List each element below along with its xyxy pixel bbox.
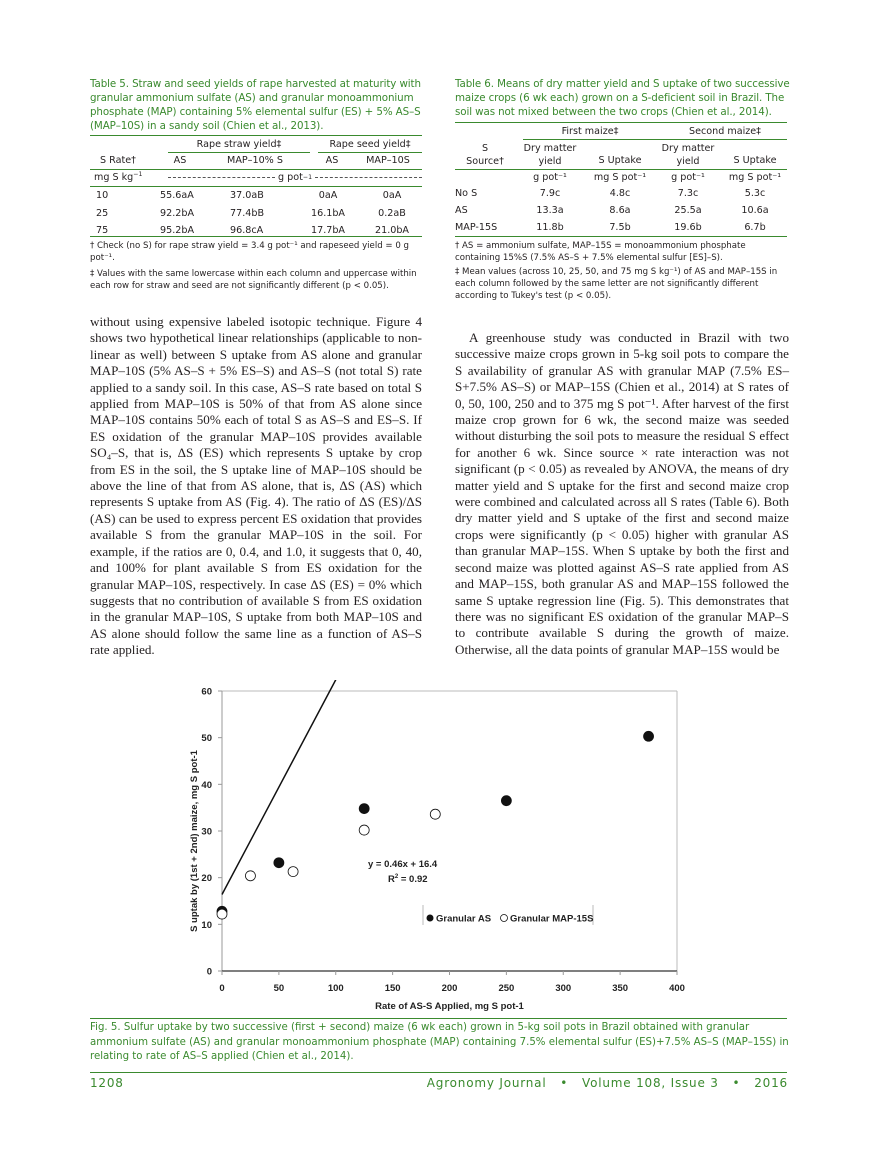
x-tick-label: 100 [327,983,344,994]
regression-equation: y = 0.46x + 16.4 [368,859,438,870]
right-column-text [455,330,789,658]
cell: 37.0aB [230,190,264,201]
r-squared-label [388,874,428,885]
paragraph: A greenhouse study was conducted in Brazil with two successive maize crops grown in 5-kg soil pots to compare the S availability of granular AS with granular MAP (7.5% ES–S+7.5% AS–S) or MAP–15S (Chien et al., 2014) at S rates of 0, 50, 100, 250 and to 375 mg S pot⁻¹. After harvest of the first maize crop grown for 6 wk, the second maize was seeded without disturbing the soil pots to measure the residual S effect for another 6 wk. Since source × rate interaction was not significant (p < 0.05) as revealed by ANOVA, the means of dry matter yield and S uptake for the first and second maize crop were combined and calculated across all S rates (Table 6). Both dry matter yield and S uptake of the first and second maize crops were significantly (p < 0.05) higher with granular AS than granular MAP–15S. When S uptake by both the first and second maize was plotted against AS–S rate applied from AS and MAP–15S, both granular AS and MAP–15S followed the same S uptake regression line (Fig. 5). This demonstrates that there was no significant ES oxidation of the granular MAP–S to contribute available S during the growth of maize. Otherwise, all the data points of granular MAP–15S would be [455,330,789,657]
legend-marker-map [501,915,508,922]
cell: 0aA [382,190,402,201]
cell: 77.4bB [230,208,265,219]
cell: 75 [96,225,109,236]
data-point-granular-as [274,858,284,868]
figure-top-rule [90,1018,787,1019]
x-tick-label: 200 [441,983,458,994]
table6-col-dm2 [655,142,721,168]
r2-value: = 0.92 [398,874,428,885]
cell: 96.8cA [230,225,264,236]
axes [218,691,677,975]
cell: 0aA [318,190,338,201]
x-tick-label: 250 [498,983,515,994]
table5-unit-rule [90,186,422,187]
header-line: yield [676,156,700,167]
y-tick-label: 50 [201,733,212,745]
footer-rule [90,1072,787,1073]
tick-labels [201,687,685,995]
table5-top-rule [90,135,422,136]
cell: 0.2aB [378,208,406,219]
header-line: Dry matter [661,143,715,154]
y-tick-label: 60 [201,686,212,698]
cell: 95.2bA [160,225,195,236]
cell: 13.3a [536,205,564,216]
cell: 7.3c [677,188,699,199]
x-tick-label: 350 [612,983,629,994]
unit-cell: g pot⁻¹ [671,172,705,183]
table6-group-rule [523,139,787,140]
cell: 92.2bA [160,208,195,219]
dash-line [315,177,422,178]
table5-col-as-seed: AS [325,155,339,166]
unit-sup: −1 [133,170,143,178]
cell: 8.6a [609,205,631,216]
table5-group-rule-straw [168,152,310,153]
legend-label-map: Granular MAP-15S [510,913,594,925]
cell: 7.9c [539,188,561,199]
r2-sup: 2 [394,874,399,880]
unit-cell: mg S pot⁻¹ [593,172,647,183]
x-tick-label: 50 [273,983,285,994]
table6-col-dm1 [517,142,583,168]
unit-text: g pot [277,172,303,183]
header-line: Source† [466,156,504,167]
cell: AS [455,205,468,216]
legend-marker-as [427,915,434,922]
data-point-granular-map15s [359,825,369,835]
y-axis-label: S uptak by (1st + 2nd) maize, mg S pot-1 [189,750,200,932]
table6-header-rule [455,169,787,170]
cell: MAP-15S [455,222,498,233]
cell: 6.7b [744,222,766,233]
data-point-granular-as [359,804,369,814]
cell: 25.5a [674,205,702,216]
cell: 5.3c [744,188,766,199]
data-points [217,731,654,919]
table5-col-map-seed: MAP–10S [366,155,410,166]
r2-prefix: R [388,874,395,885]
y-tick-label: 10 [201,919,212,931]
unit-cell: mg S pot⁻¹ [728,172,782,183]
paragraph: without using expensive labeled isotopic technique. Figure 4 shows two hypothetical linear relationships (applicable to non-linear as well) between S uptake from AS alone and granular MAP–10S (5% AS–S + 5% ES–S) and AS–S (not total S) rate applied to a sandy soil. In this case, AS–S rate based on total S applied from MAP–10S is 50% of that from AS alone since MAP–10S contains 50% each of total S as AS–S and ES–S. If ES oxidation of the granular MAP–10S provides available SO₄–S, that is, ΔS (ES) which represents S uptake by crop from ES in the soil, the S uptake line of MAP–10S should be above the line of that from AS alone, that is, ΔS (AS) which represents S uptake from AS (Fig. 4). The ratio of ΔS (ES)/ΔS (AS) can be used to express percent ES oxidation that provides available S from the granular MAP–10S in the soil. For example, if the ratios are 0, 0.4, and 1.0, it suggests that 0, 40, and 100% for plant available S from ES oxidation for the granular MAP–10S, respectively. In case ΔS (ES) = 0% which suggests that no contribution of available S from ES oxidation in the granular MAP–10S, S uptake from both MAP–10S and AS alone should follow the same line as a function of AS–S rate applied. [90,314,422,658]
dash-line [168,177,275,178]
table6-top-rule [455,122,787,123]
table5-bottom-rule [90,236,422,237]
x-tick-label: 400 [669,983,685,994]
table5-col-srate: S Rate† [100,155,136,166]
journal-info: Agronomy Journal • Volume 108, Issue 3 • 2016 [426,1076,788,1090]
cell: 19.6b [674,222,702,233]
table6-col-source [455,142,515,168]
table6-group-second: Second maize‡ [689,126,761,137]
unit-cell: g pot⁻¹ [533,172,567,183]
table5-col-as-straw: AS [173,155,187,166]
cell: 25 [96,208,109,219]
data-point-granular-map15s [245,871,255,881]
table6-footnote-1: † AS = ammonium sulfate, MAP–15S = monoammonium phosphate containing 15%S (7.5% AS–S + 7.5% elemental sulfur [ES]–S). [455,241,746,263]
header-line: yield [538,156,562,167]
chart-legend [423,905,593,925]
data-point-granular-as [644,731,654,741]
table6-footnote-2: ‡ Mean values (across 10, 25, 50, and 75 mg S kg⁻¹) of AS and MAP–15S in each column followed by the same letter are not significantly different according to Tukey's test (p < 0.05). [455,267,778,301]
table5-caption: Table 5. Straw and seed yields of rape harvested at maturity with granular ammonium sulfate (AS) and granular monoammonium phosphate (MAP) containing 5% elemental sulfur (ES) + 5% AS–S (MAP–10S) in a sandy soil (Chien et al., 2013). [90,78,421,132]
cell: 17.7bA [310,225,345,236]
cell: 55.6aA [160,190,194,201]
cell: 11.8b [536,222,564,233]
x-tick-label: 0 [219,983,225,994]
header-line: Dry matter [523,143,577,154]
y-tick-label: 40 [201,779,212,791]
data-point-granular-map15s [430,809,440,819]
x-tick-label: 300 [555,983,572,994]
y-tick-label: 30 [201,826,212,838]
header-line: S [481,143,489,154]
cell: 7.5b [609,222,631,233]
y-tick-label: 0 [206,966,212,978]
cell: 4.8c [609,188,631,199]
data-point-granular-as [501,796,511,806]
figure-caption: Fig. 5. Sulfur uptake by two successive (first + second) maize (6 wk each) grown in 5-kg soil pots in Brazil obtained with granular ammonium sulfate (AS) and granular monoammonium phosphate (MAP) containing 7.5% elemental sulfur (ES)+7.5% AS–S (MAP–15S) in relating to rate of AS–S applied (Chien et al., 2014). [90,1022,789,1062]
table5-unit-rate [94,172,142,183]
data-point-granular-map15s [288,867,298,877]
cell: 10.6a [741,205,769,216]
cell: No S [455,188,478,199]
left-column-text [90,314,422,659]
table5-group-rule-seed [318,152,422,153]
data-point-granular-map15s [217,909,227,919]
table5-footnote-1: † Check (no S) for rape straw yield = 3.4 g pot⁻¹ and rapeseed yield = 0 g pot⁻¹. [90,241,410,263]
table5-col-map-straw: MAP–10% S [227,155,283,166]
unit-text: mg S kg [94,172,134,183]
cell: 16.1bA [310,208,345,219]
table6-group-first: First maize‡ [561,126,619,137]
table5-footnote-2: ‡ Values with the same lowercase within each column and uppercase within each row for straw and seed are not significantly different (p < 0.05). [90,269,417,291]
table6-caption: Table 6. Means of dry matter yield and S uptake of two successive maize crops (6 wk each) grown on a S-deficient soil in Brazil. The soil was not mixed between the two crops (Chien et al., 2014). [455,78,790,118]
table6-col-su2: S Uptake [733,155,777,166]
table5-group-seed: Rape seed yield‡ [329,139,411,150]
table5-unit-yield: g pot −1 [168,172,422,183]
page-number: 1208 [90,1076,124,1090]
x-tick-label: 150 [384,983,401,994]
table6-col-su1: S Uptake [598,155,642,166]
y-tick-label: 20 [201,873,212,885]
cell: 10 [96,190,109,201]
figure5-chart [170,680,710,1015]
table5-group-straw: Rape straw yield‡ [196,139,282,150]
cell: 21.0bA [374,225,409,236]
legend-label-as: Granular AS [436,913,492,925]
table6-bottom-rule [455,236,787,237]
table6 [455,124,787,244]
x-axis-label: Rate of AS-S Applied, mg S pot-1 [375,1001,524,1012]
